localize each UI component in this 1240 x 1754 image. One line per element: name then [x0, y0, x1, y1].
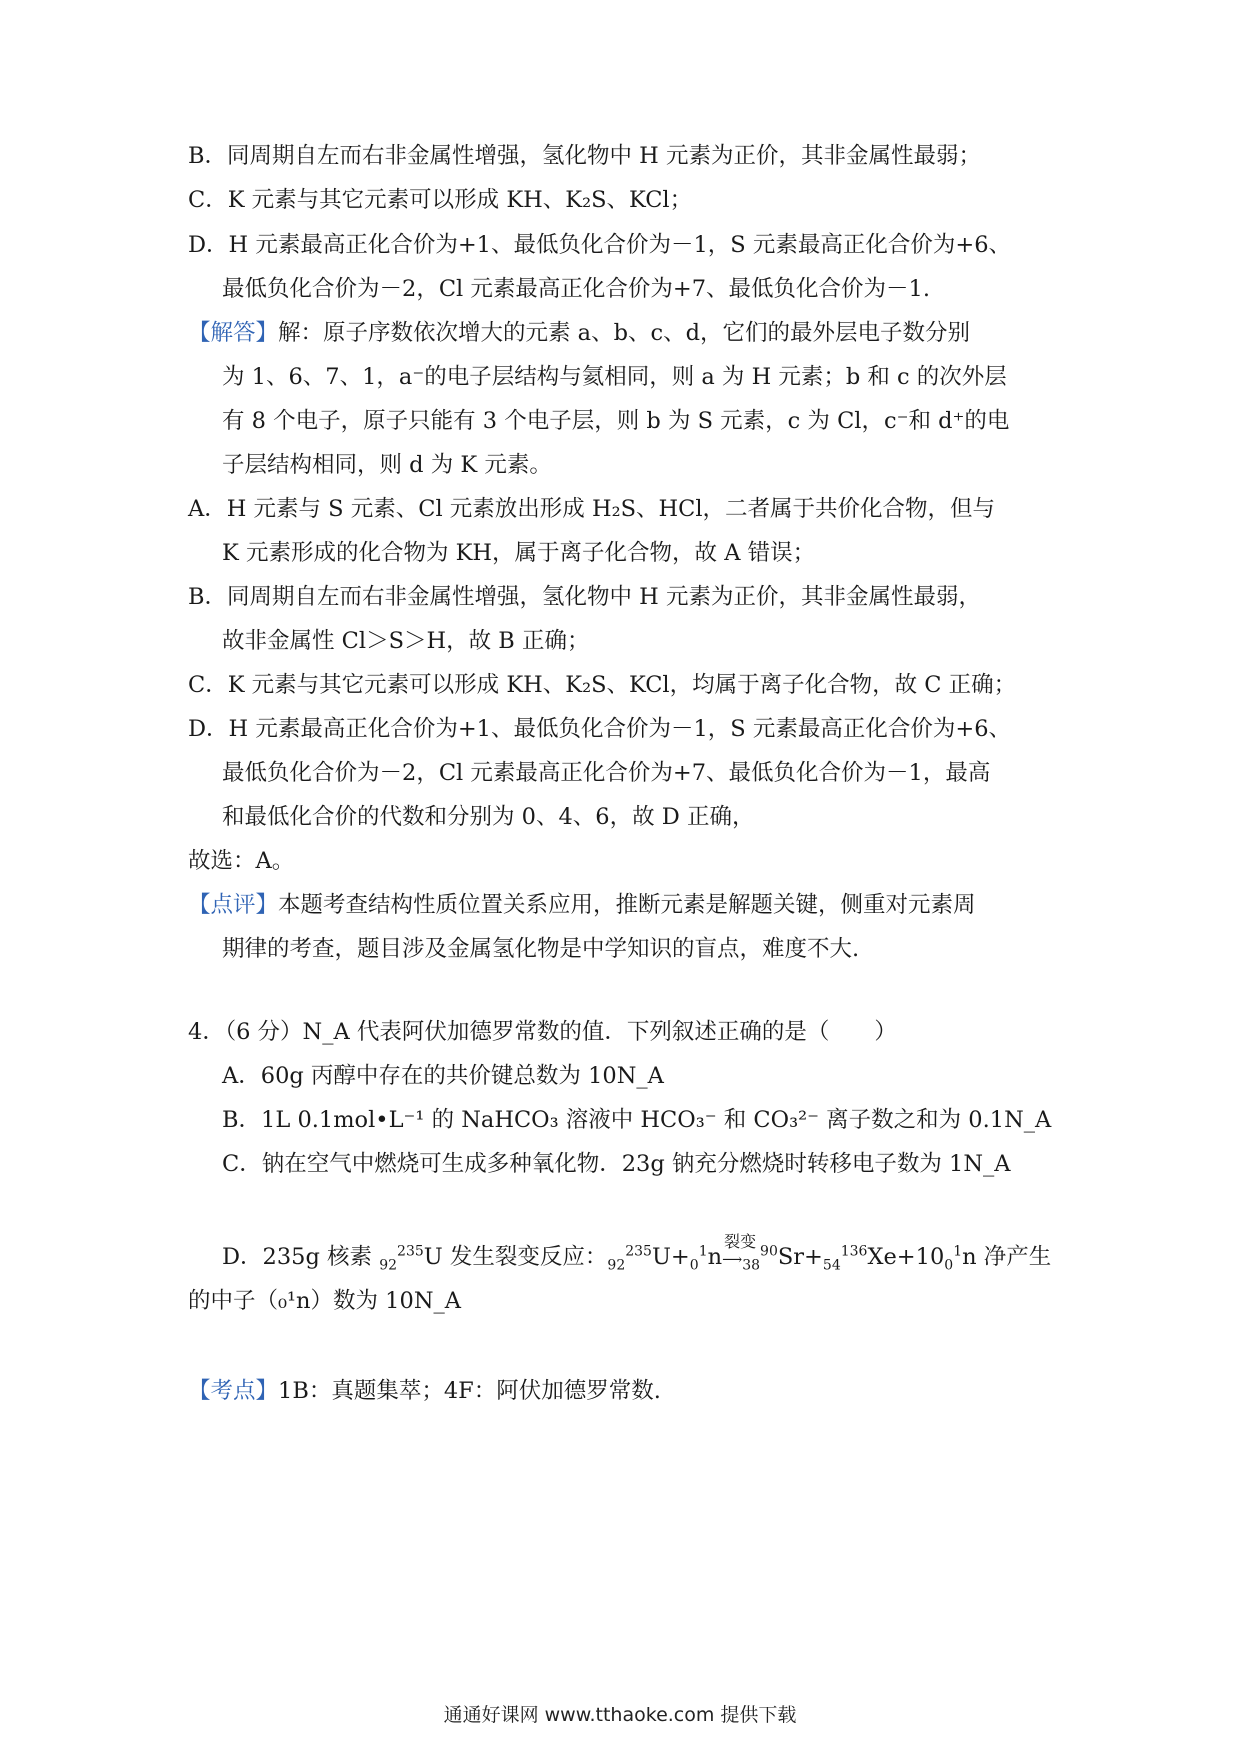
- answer-line4: 子层结构相同，则 d 为 K 元素。: [222, 452, 552, 478]
- answer-tag: 【解答】: [188, 320, 279, 346]
- option-d-end: 净产生: [983, 1244, 1052, 1270]
- q3-option-b: B．同周期自左而右非金属性增强，氢化物中 H 元素为正价，其非金属性最弱；: [188, 143, 981, 169]
- page-footer: 通通好课网 www.tthaoke.com 提供下载: [443, 1704, 797, 1726]
- kaodian-tag: 【考点】: [188, 1378, 279, 1404]
- review-line1: [188, 889, 976, 921]
- fission-arrow: 裂变 ⟶: [722, 1244, 742, 1276]
- answer-text: 解：原子序数依次增大的元素 a、b、c、d，它们的最外层电子数分别: [278, 320, 970, 346]
- kaodian-line: [188, 1375, 661, 1407]
- analysis-d-line1: D．H 元素最高正化合价为+1、最低负化合价为－1，S 元素最高正化合价为+6、: [188, 716, 1012, 742]
- review-tag: 【点评】: [188, 892, 279, 918]
- analysis-a-line2: K 元素形成的化合物为 KH，属于离子化合物，故 A 错误；: [222, 540, 816, 566]
- q3-option-d-line2: 最低负化合价为－2，Cl 元素最高正化合价为+7、最低负化合价为－1.: [222, 276, 931, 302]
- option-d-mid: 发生裂变反应：: [449, 1244, 608, 1270]
- analysis-b-line1: B．同周期自左而右非金属性增强，氢化物中 H 元素为正价，其非金属性最弱，: [188, 584, 981, 610]
- analysis-d-line3: 和最低化合价的代数和分别为 0、4、6，故 D 正确，: [222, 804, 755, 830]
- question4-stem: 4．（6 分）N_A 代表阿伏加德罗常数的值．下列叙述正确的是（ ）: [188, 1019, 897, 1045]
- kaodian-text: 1B：真题集萃；4F：阿伏加德罗常数.: [278, 1378, 661, 1404]
- answer-line3: 有 8 个电子，原子只能有 3 个电子层，则 b 为 S 元素，c 为 Cl，c⁻和 d⁺的电: [222, 408, 1010, 434]
- question4-option-c: C．钠在空气中燃烧可生成多种氧化物．23g 钠充分燃烧时转移电子数为 1N_A: [222, 1151, 1011, 1177]
- fission-arrow-label: 裂变: [724, 1232, 757, 1251]
- answer-line2: 为 1、6、7、1，a⁻的电子层结构与氦相同，则 a 为 H 元素；b 和 c 的次外层: [222, 364, 1007, 390]
- analysis-a-line1: A．H 元素与 S 元素、Cl 元素放出形成 H₂S、HCl，二者属于共价化合物，但与: [188, 496, 996, 522]
- analysis-d-line2: 最低负化合价为－2，Cl 元素最高正化合价为+7、最低负化合价为－1，最高: [222, 760, 991, 786]
- q3-option-c: C．K 元素与其它元素可以形成 KH、K₂S、KCl；: [188, 187, 693, 213]
- review-text: 本题考查结构性质位置关系应用，推断元素是解题关键，侧重对元素周: [278, 892, 976, 918]
- analysis-c-line1: C．K 元素与其它元素可以形成 KH、K₂S、KCl，均属于离子化合物，故 C 正确；: [188, 672, 1017, 698]
- analysis-b-line2: 故非金属性 Cl＞S＞H，故 B 正确；: [222, 628, 590, 654]
- question4-option-d-line2: 的中子（₀¹n）数为 10N_A: [188, 1288, 461, 1314]
- answer-line1: [188, 317, 970, 349]
- question4-option-a: A．60g 丙醇中存在的共价键总数为 10N_A: [222, 1063, 664, 1089]
- q3-option-d-line1: D．H 元素最高正化合价为+1、最低负化合价为－1，S 元素最高正化合价为+6、: [188, 232, 1012, 258]
- question4-option-b: B．1L 0.1mol•L⁻¹ 的 NaHCO₃ 溶液中 HCO₃⁻ 和 CO₃²⁻ 离子数之和为 0.1N_A: [222, 1107, 1052, 1133]
- choice-line: 故选：A。: [188, 848, 295, 874]
- review-line2: 期律的考查，题目涉及金属氢化物是中学知识的盲点，难度不大.: [222, 936, 860, 962]
- question4-option-d-line1: D．235g 核素 $_{92}^{235}$U 发生裂变反应：$_{92}^{235}U+_0^1n$ 裂变 $⟶_{38}^{90}Sr+_{54}^{136}Xe+10_0^1n$ 净产生: [222, 1241, 1051, 1276]
- option-d-label: D．235g 核素: [222, 1244, 373, 1270]
